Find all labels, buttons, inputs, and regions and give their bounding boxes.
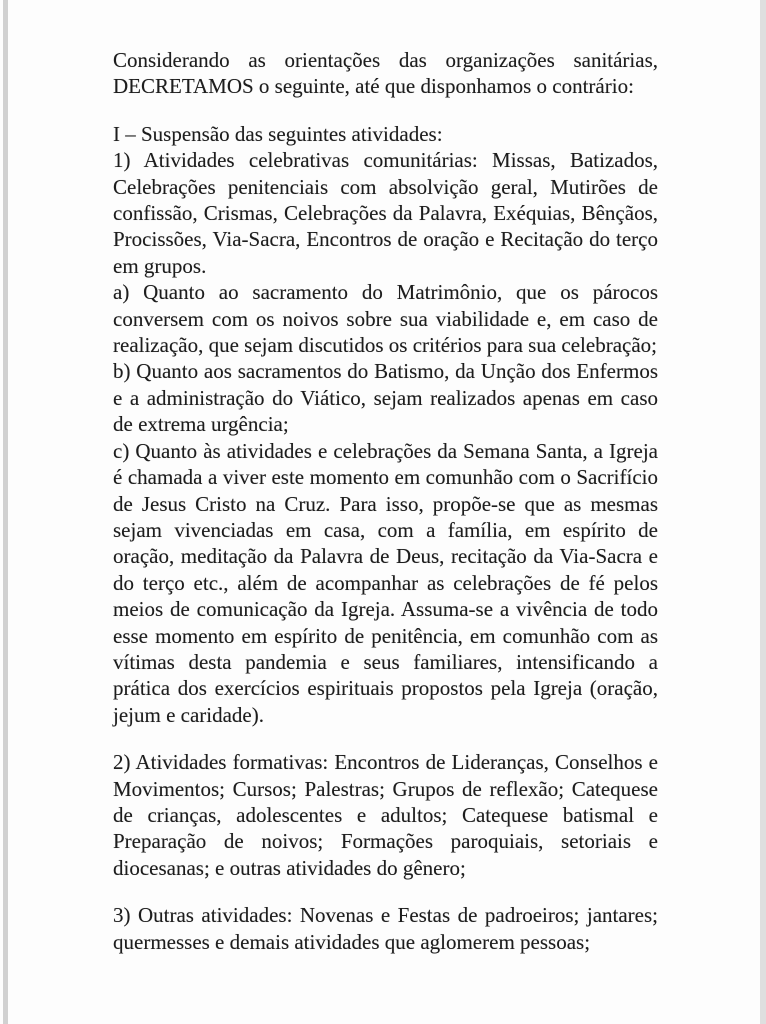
page-left-edge (3, 0, 8, 1024)
item-1a-paragraph: a) Quanto ao sacramento do Matrimônio, que os párocos conversem com os noivos sobre sua viabilidade e, em caso de realização, que sejam discutidos os critérios para sua celebração; (113, 280, 658, 358)
item-1c-paragraph: c) Quanto às atividades e celebrações da Semana Santa, a Igreja é chamada a viver este momento em comunhão com o Sacrifício de Jesus Cristo na Cruz. Para isso, propõe-se que as mesmas sejam vivenciadas em casa, com a família, em espírito de oração, meditação da Palavra de Deus, recitação da Via-Sacra e do terço etc., além de acompanhar as celebrações de fé pelos meios de comunicação da Igreja. Assuma-se a vivência de todo esse momento em espírito de penitência, em comunhão com as vítimas desta pandemia e seus familiares, intensificando a prática dos exercícios espirituais propostos pela Igreja (oração, jejum e caridade). (113, 438, 658, 727)
item-2-paragraph: 2) Atividades formativas: Encontros de Lideranças, Conselhos e Movimentos; Cursos; Palestras; Grupos de reflexão; Catequese de crianças, adolescentes e adultos; Catequese batismal e Preparação de noivos; Formações paroquiais, setoriais e diocesanas; e outras atividades do gênero; (113, 750, 658, 880)
section-heading: I – Suspensão das seguintes atividades: (113, 121, 443, 146)
intro-paragraph: Considerando as orientações das organizações sanitárias, DECRETAMOS o seguinte, até que disponhamos o contrário: (113, 48, 658, 99)
page-right-edge (760, 0, 766, 1024)
item-3-paragraph: 3) Outras atividades: Novenas e Festas de padroeiros; jantares; quermesses e demais atividades que aglomerem pessoas; (113, 903, 658, 954)
item-1b-paragraph: b) Quanto aos sacramentos do Batismo, da Unção dos Enfermos e a administração do Viático, sejam realizados apenas em caso de extrema urgência; (113, 359, 658, 437)
document-text (113, 47, 658, 955)
item-1-paragraph: 1) Atividades celebrativas comunitárias: Missas, Batizados, Celebrações penitenciais com absolvição geral, Mutirões de confissão, Crismas, Celebrações da Palavra, Exéquias, Bênçãos, Procissões, Via-Sacra, Encontros de oração e Recitação do terço em grupos. (113, 148, 658, 278)
